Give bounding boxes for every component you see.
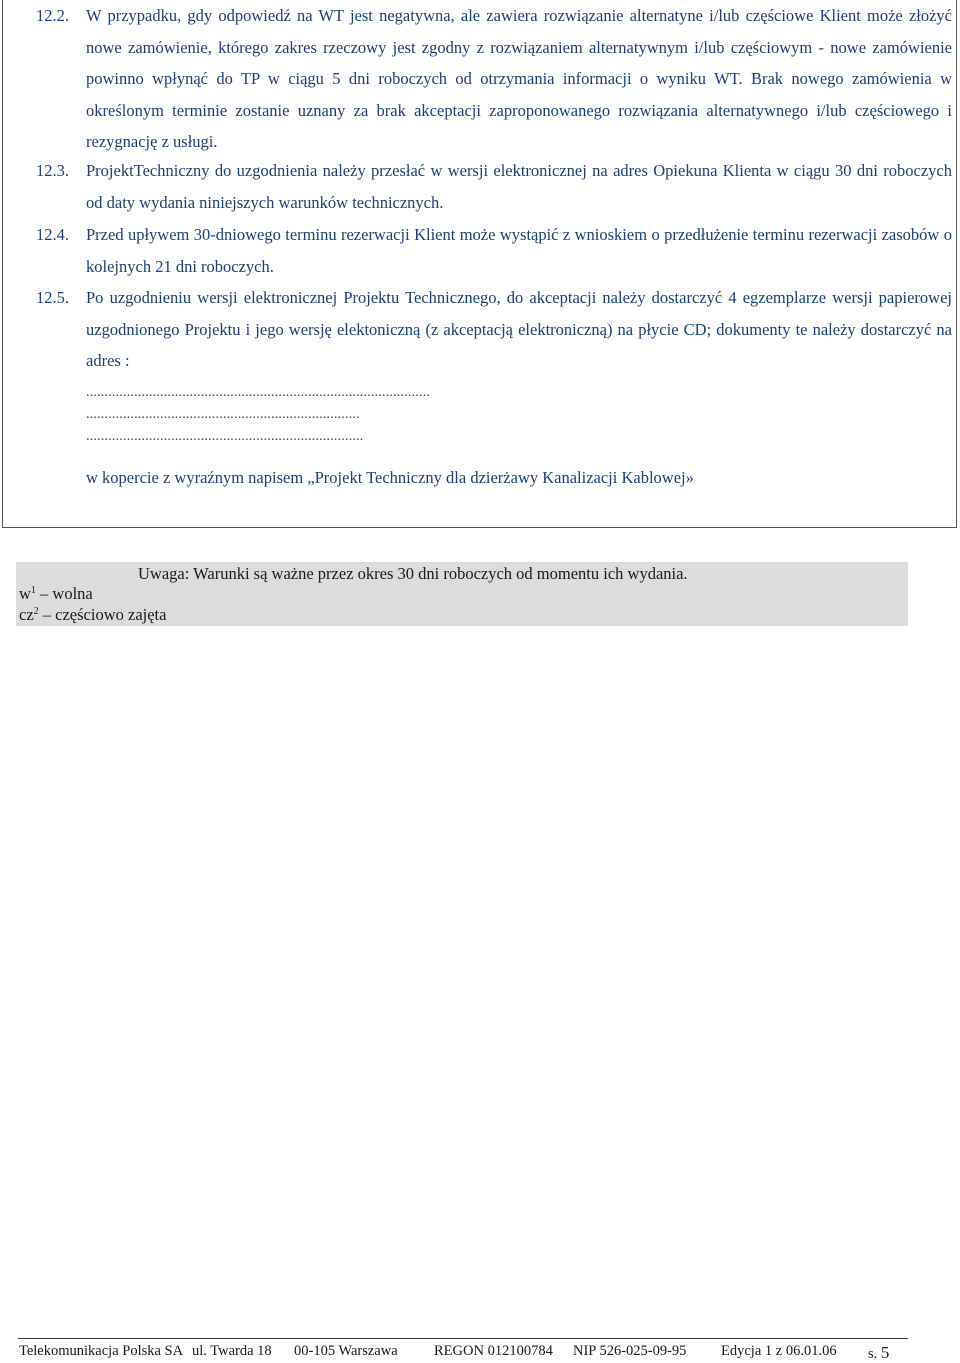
section-text: Przed upływem 30-dniowego terminu rezerwacji Klient może wystąpić z wnioskiem o przedłużenie terminu rezerwacji zasobów o kolejnych 21 dni roboczych. (86, 225, 952, 276)
section-number: 12.3. (36, 161, 69, 180)
section-number: 12.2. (36, 6, 69, 25)
footer-regon: REGON 012100784 (434, 1343, 553, 1359)
legend-code: cz (19, 605, 34, 624)
footer-page (868, 1343, 889, 1363)
section-number: 12.5. (36, 288, 69, 307)
section-12-2 (36, 0, 952, 158)
section-text: W przypadku, gdy odpowiedź na WT jest negatywna, ale zawiera rozwiązanie alternatyne i/lub częściowe Klient może złożyć nowe zamówienie, którego zakres rzeczowy jest zgodny z rozwiązaniem alternatywnym i/lub częściowym - nowe zamówienie powinno wpłynąć do TP w ciągu 5 dni roboczych od otrzymania informacji o wyniku WT. Brak nowego zamówienia w określonym terminie zostanie uznany za brak akceptacji zaproponowanego rozwiązania alternatywnego i/lub częściowego i rezygnację z usługi. (86, 6, 952, 151)
footer-divider (18, 1338, 908, 1339)
section-number: 12.4. (36, 225, 69, 244)
legend-label: – częściowo zajęta (42, 605, 167, 624)
validity-notice: Uwaga: Warunki są ważne przez okres 30 dni roboczych od momentu ich wydania. (138, 564, 688, 583)
footer-city: 00-105 Warszawa (294, 1343, 398, 1359)
page-number: 5 (880, 1343, 890, 1362)
footer-street: ul. Twarda 18 (192, 1343, 272, 1359)
section-text: ProjektTechniczny do uzgodnienia należy przesłać w wersji elektronicznej na adres Opiekuna Klienta w ciągu 30 dni roboczych od daty wydania niniejszych warunków technicznych. (86, 161, 952, 212)
page-label: s. (868, 1346, 878, 1362)
section-12-5 (36, 282, 952, 377)
legend-label: – wolna (40, 584, 93, 603)
footer-nip: NIP 526-025-09-95 (573, 1343, 687, 1359)
envelope-note-text: w kopercie z wyraźnym napisem „Projekt Techniczny dla dzierżawy Kanalizacji Kablowej» (86, 468, 694, 487)
envelope-note (36, 462, 952, 494)
address-line-1: ............................................................................................. (86, 385, 431, 400)
footer-edition: Edycja 1 z 06.01.06 (721, 1343, 837, 1359)
legend-item-free (19, 584, 93, 604)
legend-code: w (19, 584, 31, 603)
address-line-3: ........................................................................... (86, 429, 364, 444)
legend-sup: 1 (30, 585, 36, 596)
legend-item-partial (19, 605, 166, 625)
section-text: Po uzgodnieniu wersji elektronicznej Projektu Technicznego, do akceptacji należy dostarczyć 4 egzemplarze wersji papierowej uzgodnionego Projektu i jego wersję elektoniczną (z akceptacją elektroniczną) na płycie CD; dokumenty te należy dostarczyć na adres : (86, 288, 952, 370)
address-line-2: .......................................................................... (86, 407, 360, 422)
footer-company: Telekomunikacja Polska SA (19, 1343, 184, 1359)
section-12-4 (36, 219, 952, 282)
legend-sup: 2 (33, 606, 39, 617)
section-12-3 (36, 155, 952, 218)
